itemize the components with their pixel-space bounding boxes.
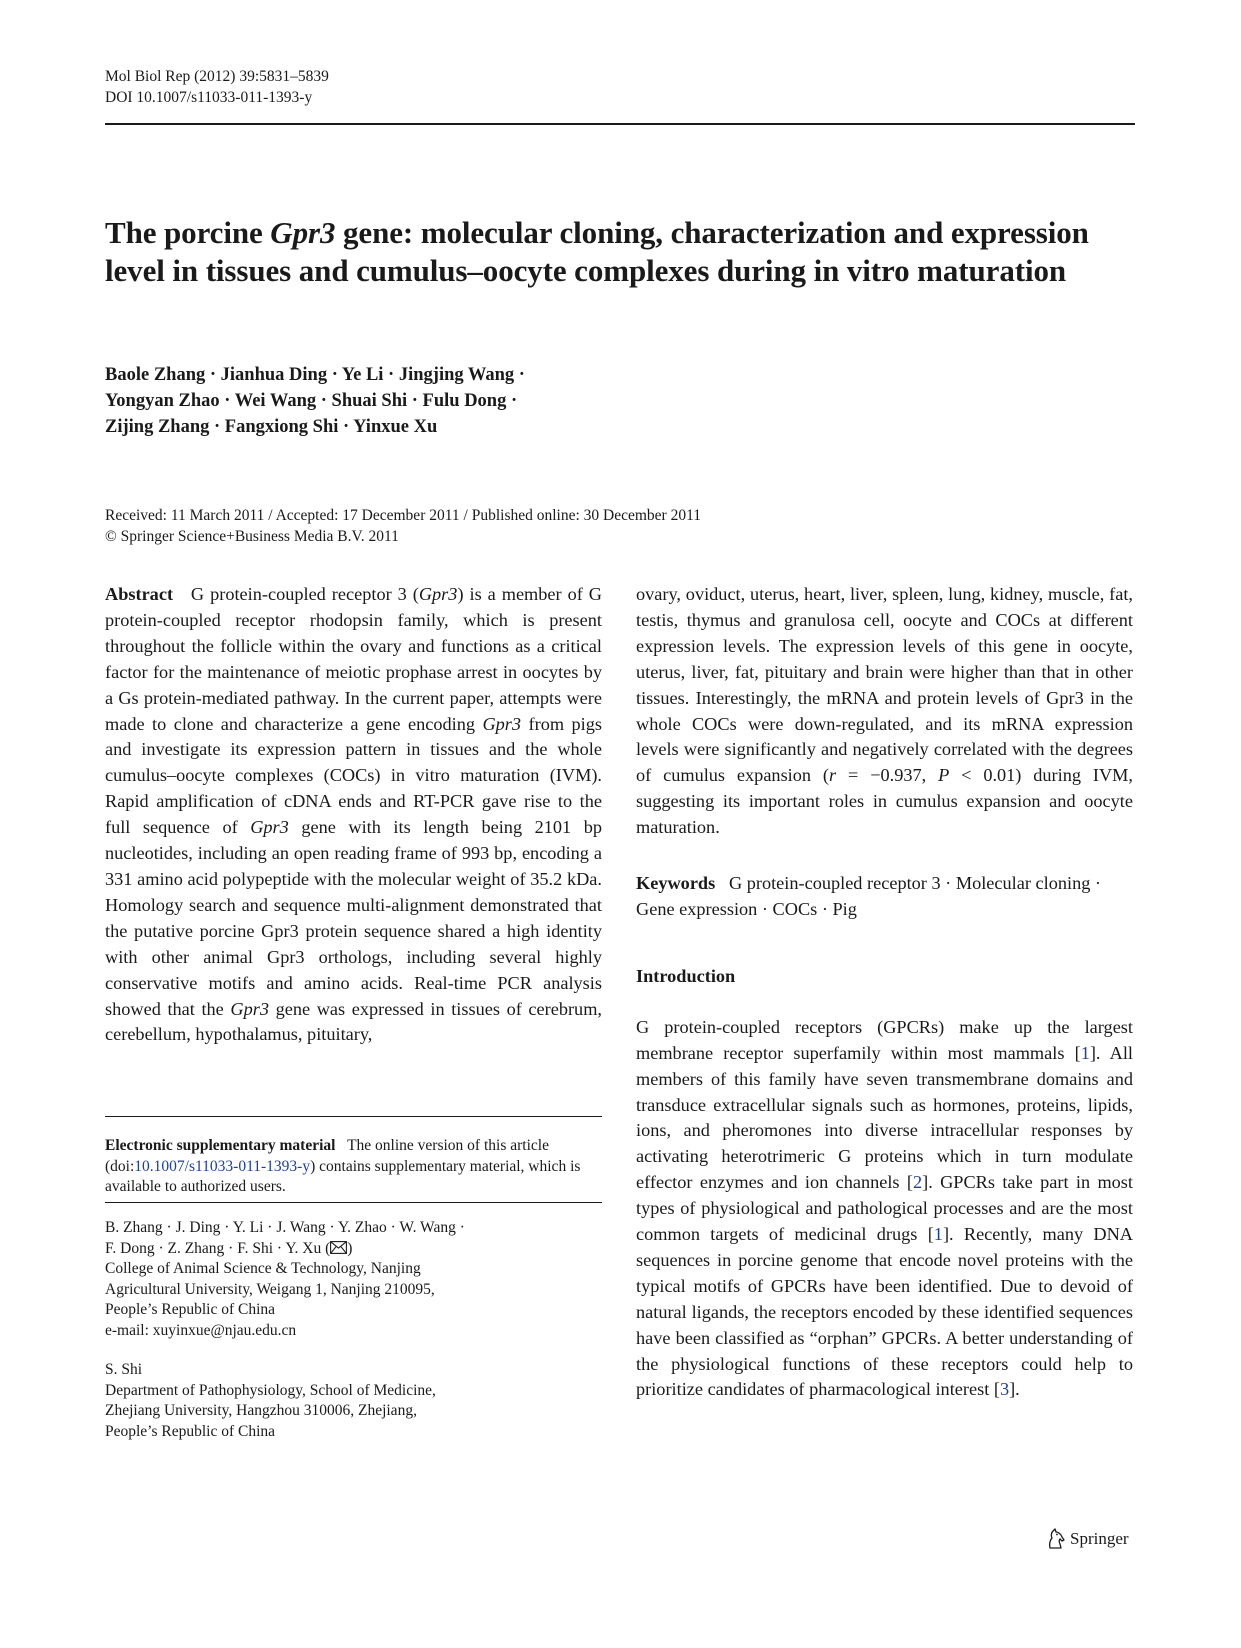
publisher-mark xyxy=(1046,1528,1129,1550)
journal-citation: Mol Biol Rep (2012) 39:5831–5839 xyxy=(105,68,329,85)
doi: DOI 10.1007/s11033-011-1393-y xyxy=(105,89,313,106)
keywords-label: Keywords xyxy=(636,873,716,894)
journal-header xyxy=(105,66,329,108)
supplementary-label: Electronic supplementary material xyxy=(105,1137,336,1154)
abstract-label: Abstract xyxy=(105,584,174,604)
publication-dates xyxy=(105,505,1135,547)
copyright: © Springer Science+Business Media B.V. 2011 xyxy=(105,528,399,545)
title-gene-name: Gpr3 xyxy=(270,215,336,250)
supplementary-note: Electronic supplementary material The online version of this article (doi:10.1007/s11033-011-1393-y) contains supplementary material, which is available to authorized users. xyxy=(105,1137,581,1196)
left-column xyxy=(105,582,602,1048)
springer-horse-logo xyxy=(1046,1528,1066,1550)
introduction-heading: Introduction xyxy=(636,965,736,986)
right-column xyxy=(636,582,1133,1403)
introduction-paragraph: G protein-coupled receptors (GPCRs) make up the largest membrane receptor superfamily within most mammals [1]. All members of this family have seven transmembrane domains and transduce extracellular signals such as hormones, proteins, lipids, ions, and pheromones into diverse intracellular responses by activating heterotrimeric G proteins which in turn modulate effector enzymes and ion channels [2]. GPCRs take part in most types of physiological and pathological processes and are the most common targets of medicinal drugs [1]. Recently, many DNA sequences in porcine genome that encode novel proteins with the typical motifs of GPCRs have been identified. Due to devoid of natural ligands, the receptors encoded by these identified sequences have been classified as “orphan” GPCRs. A better understanding of the physiological functions of these receptors could help to prioritize candidates of pharmacological interest [3]. xyxy=(636,1016,1134,1400)
reference-link[interactable]: 2 xyxy=(912,1172,923,1193)
article-title: The porcine Gpr3 gene: molecular cloning, characterization and expression level in tissues and cumulus–oocyte complexes during in vitro maturation xyxy=(105,215,1089,288)
reference-link[interactable]: 3 xyxy=(999,1379,1010,1400)
footnote-rule xyxy=(105,1116,602,1117)
abstract: Abstract G protein-coupled receptor 3 (Gpr3) is a member of G protein-coupled receptor rhodopsin family, which is present throughout the follicle within the ovary and functions as a critical factor for the maintenance of meiotic prophase arrest in oocytes by a Gs protein-mediated pathway. In the current paper, attempts were made to clone and characterize a gene encoding Gpr3 from pigs and investigate its expression pattern in tissues and the whole cumulus–oocyte complexes (COCs) in vitro maturation (IVM). Rapid amplification of cDNA ends and RT-PCR gave rise to the full sequence of Gpr3 gene with its length being 2101 bp nucleotides, including an open reading frame of 993 bp, encoding a 331 amino acid polypeptide with the molecular weight of 35.2 kDa. Homology search and sequence multi-alignment demonstrated that the putative porcine Gpr3 protein sequence shared a high identity with other animal Gpr3 orthologs, including several highly conservative motifs and amino acids. Real-time PCR analysis showed that the Gpr3 gene was expressed in tissues of cerebrum, cerebellum, hypothalamus, pituitary, xyxy=(105,584,602,1045)
reference-link[interactable]: 1 xyxy=(933,1224,943,1245)
envelope-icon xyxy=(330,1241,347,1254)
supplementary-doi-link[interactable]: 10.1007/s11033-011-1393-y xyxy=(134,1157,311,1175)
abstract-continued: ovary, oviduct, uterus, heart, liver, spleen, lung, kidney, muscle, fat, testis, thymus and granulosa cell, oocyte and COCs at different expression levels. The expression levels of this gene in oocyte, uterus, liver, fat, pituitary and brain were higher than that in other tissues. Interestingly, the mRNA and protein levels of Gpr3 in the whole COCs were down-regulated, and its mRNA expression levels were significantly and negatively correlated with the degrees of cumulus expansion (r = −0.937, P < 0.01) during IVM, suggesting its important roles in cumulus expansion and oocyte maturation. xyxy=(636,584,1133,838)
keywords: Keywords G protein-coupled receptor 3 · Molecular cloning · Gene expression · COCs · Pig xyxy=(636,873,1102,919)
reference-link[interactable]: 1 xyxy=(1080,1042,1090,1063)
publisher-name: Springer xyxy=(1070,1529,1129,1548)
affiliation-1: B. Zhang · J. Ding · Y. Li · J. Wang · Y. Zhao · W. Wang · F. Dong · Z. Zhang · F. Shi · Y. Xu ( ) College of Animal Science & Technology, Nanjing Agricultural University, Weigang 1, Nanjing 210095, People’s Republic of China e-mail: xuyinxue@njau.edu.cn xyxy=(105,1218,602,1342)
footnote-rule xyxy=(105,1202,602,1203)
author-list: Baole Zhang · Jianhua Ding · Ye Li · Jingjing Wang · Yongyan Zhao · Wei Wang · Shuai Shi · Fulu Dong · Zijing Zhang · Fangxiong Shi · Yinxue Xu xyxy=(105,365,525,437)
corresponding-email: e-mail: xuyinxue@njau.edu.cn xyxy=(105,1321,297,1339)
header-rule xyxy=(105,123,1135,125)
affiliation-2: S. Shi Department of Pathophysiology, School of Medicine, Zhejiang University, Hangzhou 310006, Zhejiang, People’s Republic of China xyxy=(105,1361,436,1440)
dates: Received: 11 March 2011 / Accepted: 17 December 2011 / Published online: 30 December 2011 xyxy=(105,507,702,524)
